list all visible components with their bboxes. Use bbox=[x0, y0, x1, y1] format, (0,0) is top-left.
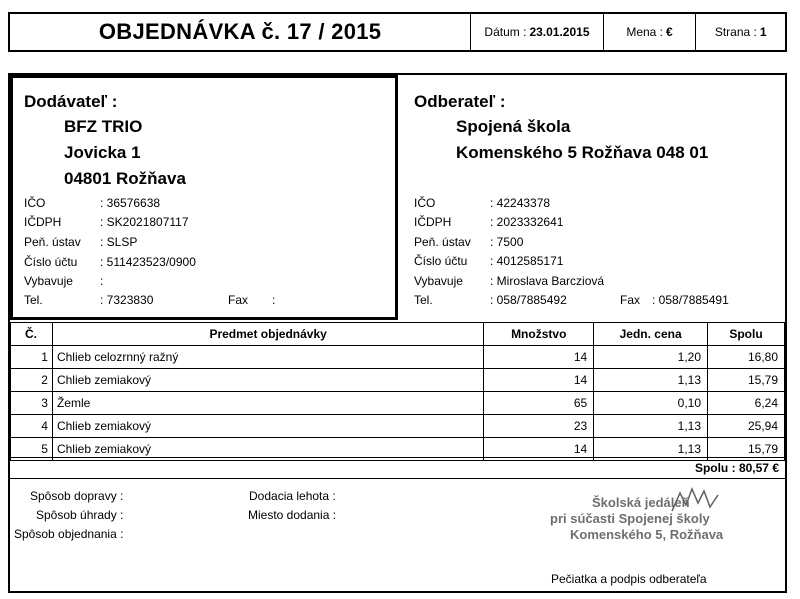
table-row bbox=[11, 392, 785, 415]
row-total: 6,24 bbox=[708, 392, 785, 415]
supplier-account-label: Číslo účtu bbox=[24, 255, 78, 269]
currency-value: € bbox=[666, 25, 673, 39]
customer-tel: : 058/7885492 bbox=[490, 293, 567, 307]
supplier-icdph-label: IČDPH bbox=[24, 215, 62, 229]
transport-label: Spôsob dopravy : bbox=[30, 489, 124, 503]
row-unit-price: 0,10 bbox=[594, 392, 708, 415]
customer-handled-label: Vybavuje bbox=[414, 274, 463, 288]
date-value: 23.01.2015 bbox=[529, 25, 590, 39]
row-number: 2 bbox=[11, 369, 53, 392]
supplier-account: : 511423523/0900 bbox=[100, 255, 196, 269]
col-unit-price: Jedn. cena bbox=[594, 323, 708, 346]
customer-account-label: Číslo účtu bbox=[414, 254, 468, 268]
customer-fax-label: Fax bbox=[620, 293, 641, 307]
signature-label: Pečiatka a podpis odberateľa bbox=[551, 572, 707, 586]
row-number: 5 bbox=[11, 438, 53, 461]
order-total bbox=[10, 457, 785, 479]
delivery-place-label: Miesto dodania : bbox=[248, 508, 337, 522]
delivery-deadline-label: Dodacia lehota : bbox=[249, 489, 336, 503]
row-quantity: 14 bbox=[484, 369, 594, 392]
row-quantity: 23 bbox=[484, 415, 594, 438]
row-item: Chlieb zemiakový bbox=[52, 438, 483, 461]
school-stamp bbox=[540, 495, 770, 565]
supplier-bank-label: Peň. ústav bbox=[24, 235, 81, 249]
supplier-tel-label: Tel. bbox=[24, 293, 43, 307]
row-item: Chlieb zemiakový bbox=[52, 369, 483, 392]
table-row bbox=[11, 369, 785, 392]
supplier-tel: : 7323830 bbox=[100, 293, 154, 307]
row-number: 1 bbox=[11, 346, 53, 369]
signature-icon bbox=[670, 483, 730, 513]
order-items-table bbox=[10, 322, 785, 461]
supplier-bank: : SLSP bbox=[100, 235, 138, 249]
date-field bbox=[471, 14, 603, 50]
page-field bbox=[696, 14, 785, 50]
customer-fax: : 058/7885491 bbox=[652, 293, 729, 307]
currency-field bbox=[604, 14, 697, 50]
row-unit-price: 1,13 bbox=[594, 369, 708, 392]
row-item: Žemle bbox=[52, 392, 483, 415]
supplier-city: 04801 Rožňava bbox=[64, 169, 186, 188]
table-header-row bbox=[11, 323, 785, 346]
customer-handled: : Miroslava Barcziová bbox=[490, 274, 605, 288]
supplier-ico: : 36576638 bbox=[100, 196, 161, 210]
supplier-handled-label: Vybavuje bbox=[24, 274, 73, 288]
customer-bank: : 7500 bbox=[490, 235, 524, 249]
customer-bank-label: Peň. ústav bbox=[414, 235, 471, 249]
total-value: 80,57 € bbox=[738, 461, 779, 475]
customer-icdph: : 2023332641 bbox=[490, 215, 564, 229]
supplier-icdph: : SK2021807117 bbox=[100, 215, 189, 229]
supplier-fax-label: Fax bbox=[228, 293, 249, 307]
page-value: 1 bbox=[759, 25, 767, 39]
customer-ico-label: IČO bbox=[414, 196, 436, 210]
row-number: 4 bbox=[11, 415, 53, 438]
ordering-label: Spôsob objednania : bbox=[14, 527, 124, 541]
row-total: 15,79 bbox=[708, 438, 785, 461]
table-row bbox=[11, 415, 785, 438]
supplier-heading: Dodávateľ : bbox=[24, 92, 118, 111]
supplier-street: Jovicka 1 bbox=[64, 143, 141, 162]
date-label: Dátum : bbox=[484, 25, 527, 39]
supplier-fax: : bbox=[272, 293, 276, 307]
row-item: Chlieb zemiakový bbox=[52, 415, 483, 438]
table-row bbox=[11, 346, 785, 369]
row-total: 25,94 bbox=[708, 415, 785, 438]
customer-heading: Odberateľ : bbox=[414, 92, 506, 111]
customer-tel-label: Tel. bbox=[414, 293, 433, 307]
col-number: Č. bbox=[11, 323, 53, 346]
customer-icdph-label: IČDPH bbox=[414, 215, 452, 229]
customer-street: Komenského 5 Rožňava 048 01 bbox=[456, 143, 709, 162]
row-unit-price: 1,13 bbox=[594, 438, 708, 461]
customer-name: Spojená škola bbox=[456, 117, 571, 136]
page-label: Strana : bbox=[714, 25, 757, 39]
currency-label: Mena : bbox=[626, 25, 664, 39]
row-unit-price: 1,13 bbox=[594, 415, 708, 438]
supplier-handled: : bbox=[100, 274, 104, 288]
col-total: Spolu bbox=[708, 323, 785, 346]
customer-account: : 4012585171 bbox=[490, 254, 564, 268]
row-total: 16,80 bbox=[708, 346, 785, 369]
col-item: Predmet objednávky bbox=[52, 323, 483, 346]
row-item: Chlieb celozrnný ražný bbox=[52, 346, 483, 369]
stamp-line-1: Školská jedáleň bbox=[592, 495, 690, 510]
supplier-name: BFZ TRIO bbox=[64, 117, 143, 136]
customer-ico: : 42243378 bbox=[490, 196, 551, 210]
row-quantity: 65 bbox=[484, 392, 594, 415]
row-quantity: 14 bbox=[484, 438, 594, 461]
stamp-line-2: pri súčasti Spojenej školy bbox=[550, 511, 710, 526]
row-quantity: 14 bbox=[484, 346, 594, 369]
row-total: 15,79 bbox=[708, 369, 785, 392]
total-label: Spolu : bbox=[694, 461, 736, 475]
supplier-ico-label: IČO bbox=[24, 196, 46, 210]
order-title: OBJEDNÁVKA č. 17 / 2015 bbox=[10, 14, 471, 50]
payment-label: Spôsob úhrady : bbox=[36, 508, 124, 522]
stamp-line-3: Komenského 5, Rožňava bbox=[570, 527, 724, 542]
order-header bbox=[8, 12, 787, 52]
col-quantity: Množstvo bbox=[484, 323, 594, 346]
row-number: 3 bbox=[11, 392, 53, 415]
row-unit-price: 1,20 bbox=[594, 346, 708, 369]
